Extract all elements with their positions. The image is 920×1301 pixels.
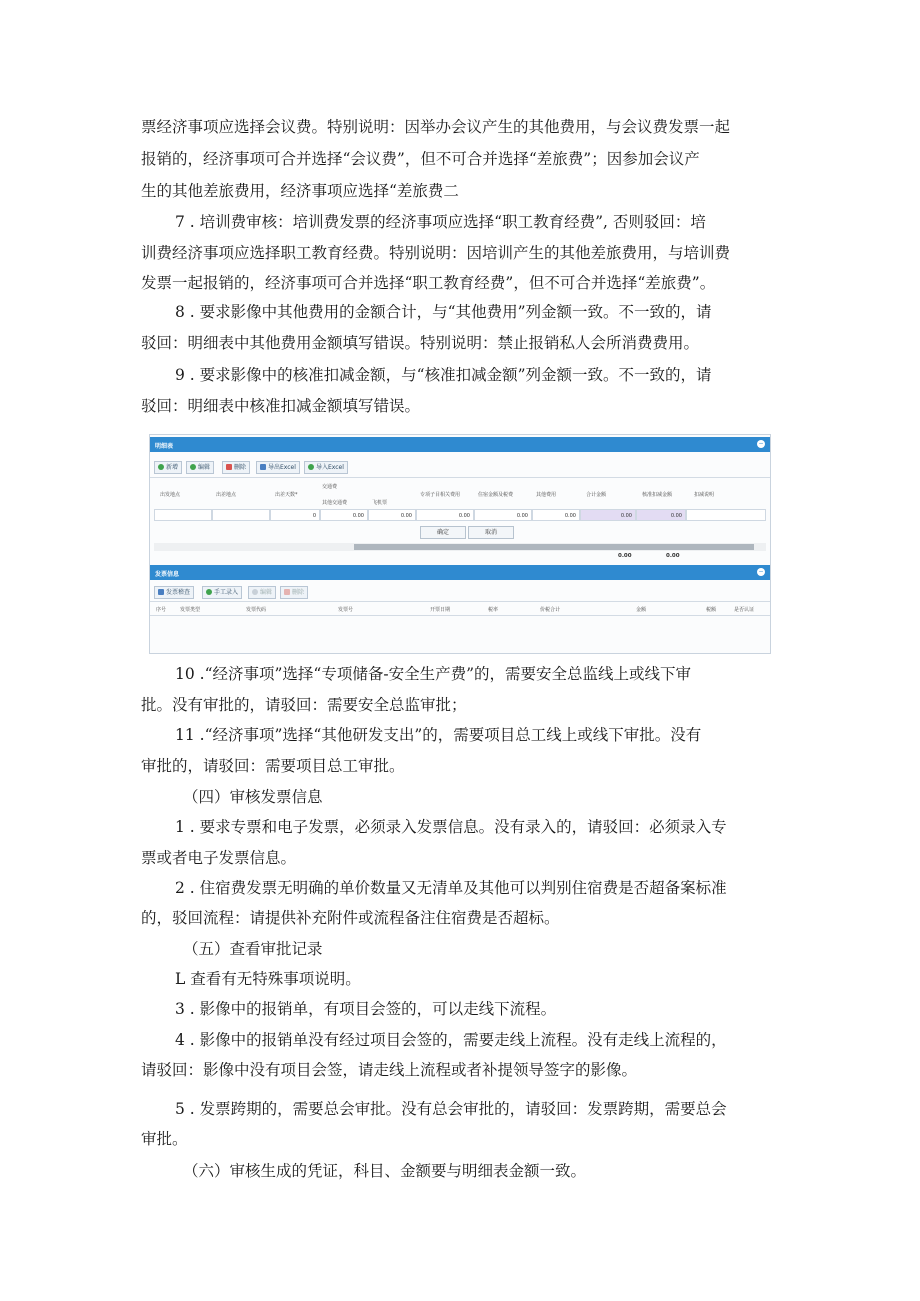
edit-label: 编辑 <box>198 464 211 471</box>
para-line-8: 驳回：明细表中其他费用金额填写错误。特别说明：禁止报销私人会所消费费用。 <box>141 334 700 352</box>
table-cell[interactable]: 0.00 <box>532 509 580 521</box>
table-cell[interactable]: 0.00 <box>416 509 474 521</box>
invoice-panel-title: 发票信息 <box>155 571 180 578</box>
cancel-button[interactable]: 取消 <box>468 526 514 539</box>
edit-button[interactable] <box>186 461 214 474</box>
col-header: 发票代码 <box>246 607 267 613</box>
col-header: 发票号 <box>338 607 354 613</box>
col-header: 税额 <box>706 607 717 613</box>
para-line-1: 票经济事项应选择会议费。特别说明：因举办会议产生的其他费用，与会议费发票一起 <box>141 118 731 136</box>
col-header: 其他费用 <box>536 492 557 498</box>
col-header: 是否认证 <box>734 607 755 613</box>
manual-entry-label: 手工录入 <box>214 589 239 596</box>
section-heading-5: （五）查看审批记录 <box>183 940 323 958</box>
invoice-edit-label: 编辑 <box>260 589 273 596</box>
col-header: 发票类型 <box>180 607 201 613</box>
table-cell[interactable] <box>686 509 766 521</box>
table-cell[interactable] <box>212 509 270 521</box>
col-header: 合计金额 <box>586 492 607 498</box>
collapse-icon[interactable]: − <box>758 568 764 575</box>
para-line-3: 生的其他差旅费用，经济事项应选择“差旅费二 <box>141 182 459 200</box>
section-heading-4: （四）审核发票信息 <box>183 788 323 806</box>
table-cell[interactable]: 0.00 <box>580 509 636 521</box>
invoice-panel-header <box>150 565 770 580</box>
delete-label: 删除 <box>234 464 247 471</box>
table-cell[interactable]: 0.00 <box>368 509 416 521</box>
para-line-24: 请驳回：影像中没有项目会签，请走线上流程或者补提领导签字的影像。 <box>141 1061 638 1079</box>
detail-panel-header <box>150 437 770 452</box>
para-line-6: 发票一起报销的，经济事项可合并选择“职工教育经费”，但不可合并选择“差旅费”。 <box>141 274 716 292</box>
invoice-check-label: 发票稽查 <box>166 589 191 596</box>
col-header: 金额 <box>636 607 647 613</box>
col-header: 开票日期 <box>430 607 451 613</box>
para-line-11: 10 .“经济事项”选择“专项储备-安全生产费”的，需要安全总监线上或线下审 <box>175 665 692 683</box>
divider <box>150 615 770 616</box>
total-value: 0.00 <box>666 553 680 559</box>
para-line-16: 1 . 要求专票和电子发票，必须录入发票信息。没有录入的，请驳回：必须录入专 <box>175 818 727 836</box>
invoice-delete-label: 删除 <box>292 589 305 596</box>
invoice-edit-button[interactable] <box>248 586 276 599</box>
para-line-12: 批。没有审批的，请驳回：需要安全总监审批； <box>141 696 467 714</box>
divider <box>150 477 770 478</box>
edit-icon <box>190 464 196 470</box>
table-cell[interactable]: 0.00 <box>320 509 368 521</box>
delete-icon <box>226 464 232 470</box>
total-value: 0.00 <box>618 553 632 559</box>
para-line-22: 3 . 影像中的报销单，有项目会签的，可以走线下流程。 <box>175 1000 557 1018</box>
invoice-delete-button[interactable] <box>280 586 308 599</box>
para-line-23: 4 . 影像中的报销单没有经过项目会签的，需要走线上流程。没有走线上流程的， <box>175 1031 727 1049</box>
para-line-9: 9 . 要求影像中的核准扣减金额，与“核准扣减金额”列金额一致。不一致的，请 <box>175 366 712 384</box>
export-icon <box>260 464 266 470</box>
para-line-26: 审批。 <box>141 1130 188 1148</box>
col-header: 出差地点 <box>216 492 237 498</box>
para-line-19: 的，驳回流程：请提供补充附件或流程备注住宿费是否超标。 <box>141 909 560 927</box>
para-line-2: 报销的，经济事项可合并选择“会议费”，但不可合并选择“差旅费”；因参加会议产 <box>141 150 700 168</box>
export-excel-button[interactable] <box>256 461 300 474</box>
para-line-25: 5 . 发票跨期的，需要总会审批。没有总会审批的，请驳回：发票跨期，需要总会 <box>175 1100 727 1118</box>
para-line-21: L 查看有无特殊事项说明。 <box>175 970 361 988</box>
col-header: 核准扣减金额 <box>642 492 673 498</box>
embedded-screenshot <box>149 434 771 654</box>
col-header: 飞机票 <box>372 500 388 506</box>
table-cell[interactable]: 0.00 <box>636 509 686 521</box>
invoice-check-button[interactable] <box>154 586 194 599</box>
divider <box>150 601 770 602</box>
horizontal-scrollbar[interactable] <box>154 543 766 551</box>
export-label: 导出Excel <box>268 464 296 471</box>
delete-button[interactable] <box>222 461 250 474</box>
plus-icon <box>158 464 164 470</box>
para-line-17: 票或者电子发票信息。 <box>141 849 297 867</box>
import-label: 导入Excel <box>316 464 344 471</box>
import-icon <box>308 464 314 470</box>
col-header: 出发地点 <box>160 492 181 498</box>
para-line-13: 11 .“经济事项”选择“其他研发支出”的，需要项目总工线上或线下审批。没有 <box>175 726 702 744</box>
table-cell[interactable]: 0.00 <box>474 509 532 521</box>
manual-entry-button[interactable] <box>202 586 242 599</box>
col-header: 交通费 <box>322 484 338 490</box>
para-line-14: 审批的，请驳回：需要项目总工审批。 <box>141 757 405 775</box>
para-line-5: 训费经济事项应选择职工教育经费。特别说明：因培训产生的其他差旅费用，与培训费 <box>141 244 731 262</box>
col-header: 专项子目相关费用 <box>420 492 461 498</box>
plus-icon <box>206 589 212 595</box>
collapse-icon[interactable]: − <box>758 440 764 447</box>
col-header: 序号 <box>156 607 167 613</box>
confirm-button[interactable]: 确定 <box>420 526 466 539</box>
table-cell[interactable] <box>154 509 212 521</box>
section-heading-6: （六）审核生成的凭证，科目、金额要与明细表金额一致。 <box>183 1162 587 1180</box>
col-header: 其他交通费 <box>322 500 348 506</box>
col-header: 住宿金额及税费 <box>478 492 514 498</box>
edit-icon <box>252 589 258 595</box>
scrollbar-thumb[interactable] <box>354 544 754 550</box>
delete-icon <box>284 589 290 595</box>
detail-panel-title: 明细表 <box>155 443 174 450</box>
col-header: 出差天数* <box>275 492 298 498</box>
col-header: 价税合计 <box>540 607 561 613</box>
para-line-7: 8 . 要求影像中其他费用的金额合计，与“其他费用”列金额一致。不一致的，请 <box>175 303 712 321</box>
table-cell[interactable]: 0 <box>270 509 320 521</box>
add-button[interactable] <box>154 461 182 474</box>
search-icon <box>158 589 164 595</box>
import-excel-button[interactable] <box>304 461 348 474</box>
para-line-4: 7 . 培训费审核：培训费发票的经济事项应选择“职工教育经费”, 否则驳回：培 <box>175 213 706 231</box>
col-header: 扣减说明 <box>694 492 715 498</box>
para-line-10: 驳回：明细表中核准扣减金额填写错误。 <box>141 397 421 415</box>
add-label: 新增 <box>166 464 179 471</box>
para-line-18: 2 . 住宿费发票无明确的单价数量又无清单及其他可以判别住宿费是否超备案标准 <box>175 879 727 897</box>
col-header: 税率 <box>488 607 499 613</box>
